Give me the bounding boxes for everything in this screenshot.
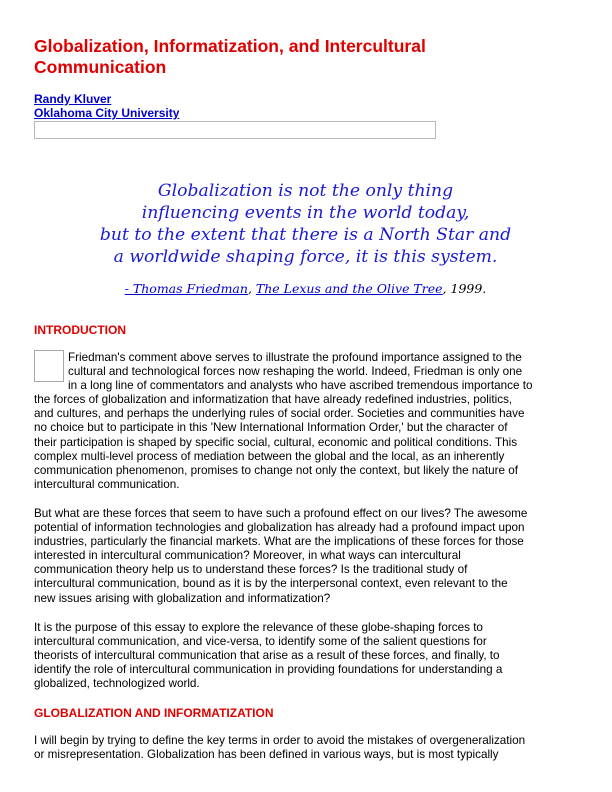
title-line: Globalization, Informatization, and Intercultural <box>34 36 426 56</box>
text-line: But what are these forces that seem to have such a profound effect on our lives? The awesome <box>34 507 528 520</box>
text-line: the forces of globalization and informatization that have already redefined industries, politics, <box>34 393 513 407</box>
text-line: intercultural communication, and vice-versa, to identify some of the salient questions for <box>34 635 487 649</box>
text-line: I will begin by trying to define the key terms in order to avoid the mistakes of overgeneralization <box>34 734 526 747</box>
section-heading-globalization: GLOBALIZATION AND INFORMATIZATION <box>34 706 274 720</box>
author-block <box>34 92 179 120</box>
quote-line: influencing events in the world today, <box>141 203 470 223</box>
epigraph-quote <box>34 180 577 268</box>
text-line: in a long line of commentators and analysts who have ascribed tremendous importance to <box>68 379 533 393</box>
title-line: Communication <box>34 57 167 77</box>
attribution-year: , 1999. <box>442 281 487 296</box>
text-line: identify the role of intercultural communication in providing foundations for understanding a <box>34 663 503 677</box>
paragraph-3 <box>34 621 577 691</box>
text-line: communication theory help us to understand these forces? Is the traditional study of <box>34 563 468 577</box>
attribution-separator: , <box>247 281 256 296</box>
text-line: intercultural communication. <box>34 477 180 491</box>
text-line: theorists of intercultural communication that arise as a result of these forces, and finally, to <box>34 649 500 663</box>
text-line: their participation is shaped by specific social, cultural, economic and political conditions. This <box>34 435 518 449</box>
paragraph-4 <box>34 734 577 762</box>
text-line: It is the purpose of this essay to explore the relevance of these globe-shaping forces to <box>34 621 483 634</box>
paragraph-1 <box>34 351 577 492</box>
text-line: new issues arising with globalization and informatization? <box>34 591 331 605</box>
text-line: cultural and technological forces now reshaping the world. Indeed, Friedman is only one <box>68 365 523 379</box>
paragraph-2 <box>34 507 577 606</box>
divider-box <box>34 121 436 139</box>
text-line: communication phenomenon, promises to change not only the context, but likely the nature of <box>34 463 519 477</box>
text-line: industries, particularly the financial markets. What are the implications of these forces for those <box>34 535 524 549</box>
text-line: intercultural communication, bound as it is by the interpersonal context, even relevant to the <box>34 577 508 591</box>
section-heading-introduction: INTRODUCTION <box>34 323 126 337</box>
text-line: or misrepresentation. Globalization has been defined in various ways, but is most typically <box>34 748 499 762</box>
text-line: and cultures, and perhaps the underlying rules of social order. Societies and communities have <box>34 407 525 421</box>
text-line: Friedman's comment above serves to illustrate the profound importance assigned to the <box>68 351 522 364</box>
quote-line: Globalization is not the only thing <box>157 181 454 201</box>
quote-author-link[interactable]: - Thomas Friedman <box>124 281 248 296</box>
text-line: interested in intercultural communication? Moreover, in what ways can intercultural <box>34 549 461 563</box>
author-name-link[interactable]: Randy Kluver <box>34 92 112 106</box>
quote-attribution <box>34 281 577 296</box>
quote-line: a worldwide shaping force, it is this system. <box>113 247 498 267</box>
text-line: no choice but to participate in this 'New International Information Order,' but the character of <box>34 421 508 435</box>
quote-line: but to the extent that there is a North Star and <box>99 225 512 245</box>
author-affiliation-link[interactable]: Oklahoma City University <box>34 106 180 120</box>
text-line: globalized, technologized world. <box>34 677 200 691</box>
book-title-link[interactable]: The Lexus and the Olive Tree <box>255 281 443 296</box>
text-line: complex multi-level process of mediation between the global and the local, as an inherently <box>34 449 505 463</box>
text-line: potential of information technologies and globalization has already had a profound impact upon <box>34 521 525 535</box>
page-title <box>34 36 554 78</box>
